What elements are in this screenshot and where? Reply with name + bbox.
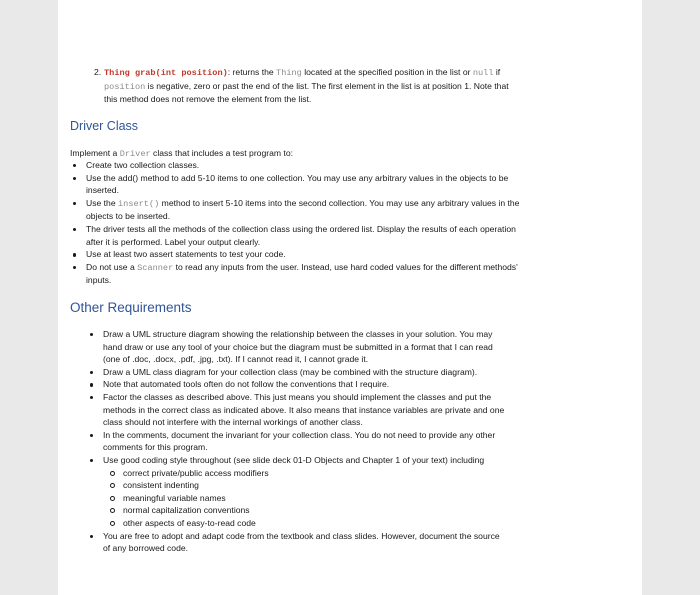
list-item: Use the add() method to add 5-10 items to one collection. You may use any arbitrary values in the objects to be inserted. — [70, 172, 520, 197]
list-item: Create two collection classes. — [70, 159, 520, 172]
method-signature: Thing grab(int position) — [104, 68, 228, 78]
list-item-grab-method: 2. Thing grab(int position): returns the Thing located at the specified position in the list or null if position is negative, zero or past the end of the list. The first element in the list is at position 1. Note that this method does not remove the element from the list. — [94, 67, 509, 105]
sub-list-item: correct private/public access modifiers — [103, 467, 508, 480]
list-item: Draw a UML class diagram for your collection class (may be combined with the structure diagram). — [88, 366, 508, 379]
other-requirements-heading: Other Requirements — [70, 300, 192, 315]
list-item: You are free to adopt and adapt code from the textbook and class slides. However, document the source of any borrowed code. — [88, 530, 508, 555]
driver-class-heading: Driver Class — [70, 119, 139, 133]
sub-list-item: other aspects of easy-to-read code — [103, 517, 508, 530]
list-item: Do not use a Scanner to read any inputs from the user. Instead, use hard coded values for the different methods' inputs. — [70, 261, 520, 287]
list-item: Note that automated tools often do not follow the conventions that I require. — [88, 378, 508, 391]
driver-intro: Implement a Driver class that includes a test program to: — [70, 148, 293, 159]
style-sublist — [103, 467, 508, 530]
list-item: The driver tests all the methods of the collection class using the ordered list. Display the results of each operation after it is performed. Label your output clearly. — [70, 223, 520, 248]
list-item: Factor the classes as described above. This just means you should implement the classes and put the methods in the correct class as indicated above. It also means that instance variables are private and one class should not interfere with the internal workings of another class. — [88, 391, 508, 429]
list-item: Use at least two assert statements to test your code. — [70, 248, 520, 261]
list-item: In the comments, document the invariant for your collection class. You do not need to provide any other comments for this program. — [88, 429, 508, 454]
sub-list-item: consistent indenting — [103, 479, 508, 492]
sub-list-item: meaningful variable names — [103, 492, 508, 505]
list-item: Use the insert() method to insert 5-10 items into the second collection. You may use any arbitrary values in the objects to be inserted. — [70, 197, 520, 223]
sub-list-item: normal capitalization conventions — [103, 504, 508, 517]
driver-bullet-list — [70, 159, 520, 287]
item-number: 2. — [94, 67, 102, 77]
list-item: Draw a UML structure diagram showing the relationship between the classes in your solution. You may hand draw or use any tool of your choice but the diagram must be submitted in a format that I can read (one of .doc, .docx, .pdf, .jpg, .txt). If I cannot read it, I cannot grade it. — [88, 328, 508, 366]
list-item: Use good coding style throughout (see slide deck 01-D Objects and Chapter 1 of your text) including correct private/public access modifiers consistent indenting meaningful variable names normal capitalization conventions other aspects of easy-to-read code — [88, 454, 508, 530]
requirements-list — [88, 328, 508, 555]
